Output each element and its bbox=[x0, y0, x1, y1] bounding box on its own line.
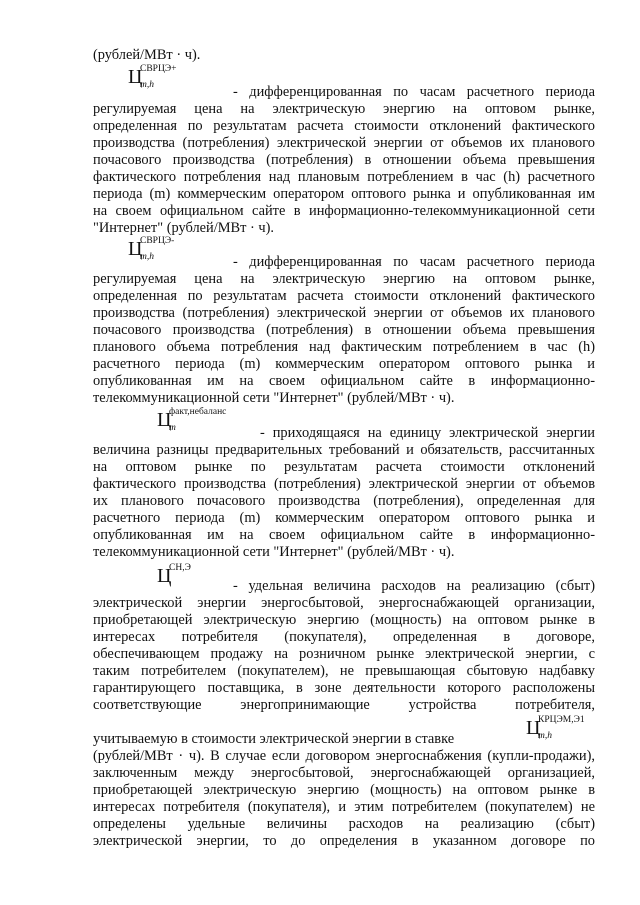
text-line: расчетного периода (m) коммерческим оператором оптового рынка и bbox=[93, 356, 595, 372]
formula-superscript: факт,небаланс bbox=[169, 407, 227, 417]
text-line: на своем официальном сайте в информационно-телекоммуникационной сети bbox=[93, 203, 595, 219]
text-line: величина разницы предварительных требований и обязательств, рассчитанных bbox=[93, 442, 595, 458]
text-line: электрической энергии энергосбытовой, энергоснабжающей организации, bbox=[93, 595, 595, 611]
text-line: - приходящаяся на единицу электрической энергии bbox=[260, 425, 595, 441]
text-line: определенная по результатам расчета стоимости отклонений фактического bbox=[93, 118, 595, 134]
formula-base: Ц bbox=[157, 409, 172, 431]
text-line: определены удельные величины расходов на реализацию (сбыт) bbox=[93, 816, 595, 832]
text-line: - дифференцированная по часам расчетного периода bbox=[233, 84, 595, 100]
text-line: "Интернет" (рублей/МВт · ч). bbox=[93, 220, 275, 236]
text-line: соответствующие энергопринимающие устройства потребителя, bbox=[93, 697, 595, 713]
formula-symbol bbox=[128, 64, 177, 90]
text-line: электрической энергии, то до определения в указанном договоре по bbox=[93, 833, 595, 849]
text-line: почасового производства (потребления) в отношении объема превышения bbox=[93, 152, 595, 168]
text-line: приобретающей электрическую энергию (мощность) на оптовом рынке в bbox=[93, 612, 595, 628]
formula-subscript: m,h bbox=[538, 731, 552, 741]
formula-base: Ц bbox=[526, 717, 541, 739]
text-line: гарантирующего поставщика, в зоне деятельности которого расположены bbox=[93, 680, 595, 696]
formula-superscript: СВРЦЭ- bbox=[140, 236, 175, 246]
formula-superscript: КРЦЭМ,Э1 bbox=[538, 715, 585, 725]
text-line: опубликованная им на своем официальном сайте в информационно- bbox=[93, 527, 595, 543]
text-line: интересах потребителя (покупателя), определенная в договоре, bbox=[93, 629, 595, 645]
text-line: телекоммуникационной сети "Интернет" (рублей/МВт · ч). bbox=[93, 544, 455, 560]
text-line: заключенным между энергосбытовой, энергоснабжающей организацией, bbox=[93, 765, 595, 781]
text-line: обеспечивающем продажу на розничном рынке электрической энергии, с bbox=[93, 646, 595, 662]
text-line: производства (потребления) электрической энергии от объемов их планового bbox=[93, 305, 595, 321]
text-line: периода (m) коммерческим оператором оптового рынка и опубликованная им bbox=[93, 186, 595, 202]
text-line: их планового почасового производства (потребления), определенная для bbox=[93, 493, 595, 509]
text-line: почасового производства (потребления) в отношении объема превышения bbox=[93, 322, 595, 338]
text-line: (рублей/МВт · ч). bbox=[93, 47, 201, 63]
formula-superscript: СН,Э bbox=[169, 563, 191, 573]
formula-base: Ц bbox=[128, 238, 143, 260]
formula-subscript: m,h bbox=[140, 80, 154, 90]
formula-subscript: m,h bbox=[140, 252, 154, 262]
formula-symbol bbox=[157, 563, 191, 587]
text-line: регулируемая цена на электрическую энергию на оптовом рынке, bbox=[93, 271, 595, 287]
text-line: интересах потребителя (покупателя), и этим потребителем (покупателем) не bbox=[93, 799, 595, 815]
text-line: определенная по результатам расчета стоимости отклонений фактического bbox=[93, 288, 595, 304]
formula-subscript: m bbox=[169, 423, 176, 433]
formula-symbol bbox=[157, 407, 227, 433]
text-line: (рублей/МВт · ч). В случае если договором энергоснабжения (купли-продажи), bbox=[93, 748, 595, 764]
text-line: таким потребителем (покупателем), не превышающая сбытовую надбавку bbox=[93, 663, 595, 679]
formula-symbol bbox=[526, 715, 585, 741]
text-line: фактического производства (потребления) электрической энергии от объемов bbox=[93, 476, 595, 492]
text-line: расчетного периода (m) коммерческим оператором оптового рынка и bbox=[93, 510, 595, 526]
text-line: приобретающей электрическую энергию (мощность) на оптовом рынке в bbox=[93, 782, 595, 798]
text-line: телекоммуникационной сети "Интернет" (рублей/МВт · ч). bbox=[93, 390, 455, 406]
text-line: - дифференцированная по часам расчетного периода bbox=[233, 254, 595, 270]
formula-base: Ц bbox=[128, 66, 143, 88]
text-line: - удельная величина расходов на реализацию (сбыт) bbox=[233, 578, 595, 594]
text-line: производства (потребления) электрической энергии от объемов их планового bbox=[93, 135, 595, 151]
formula-base: Ц bbox=[157, 565, 172, 587]
text-line: регулируемая цена на электрическую энергию на оптовом рынке, bbox=[93, 101, 595, 117]
formula-superscript: СВРЦЭ+ bbox=[140, 64, 177, 74]
formula-symbol bbox=[128, 236, 175, 262]
text-line: на оптовом рынке по результатам расчета стоимости отклонений bbox=[93, 459, 595, 475]
text-line: планового объема потребления над фактическим потреблением в час (h) bbox=[93, 339, 595, 355]
text-line: фактического потребления над плановым потреблением в час (h) расчетного bbox=[93, 169, 595, 185]
text-line: опубликованная им на своем официальном сайте в информационно- bbox=[93, 373, 595, 389]
text-line: учитываемую в стоимости электрической энергии в ставке bbox=[93, 731, 455, 747]
